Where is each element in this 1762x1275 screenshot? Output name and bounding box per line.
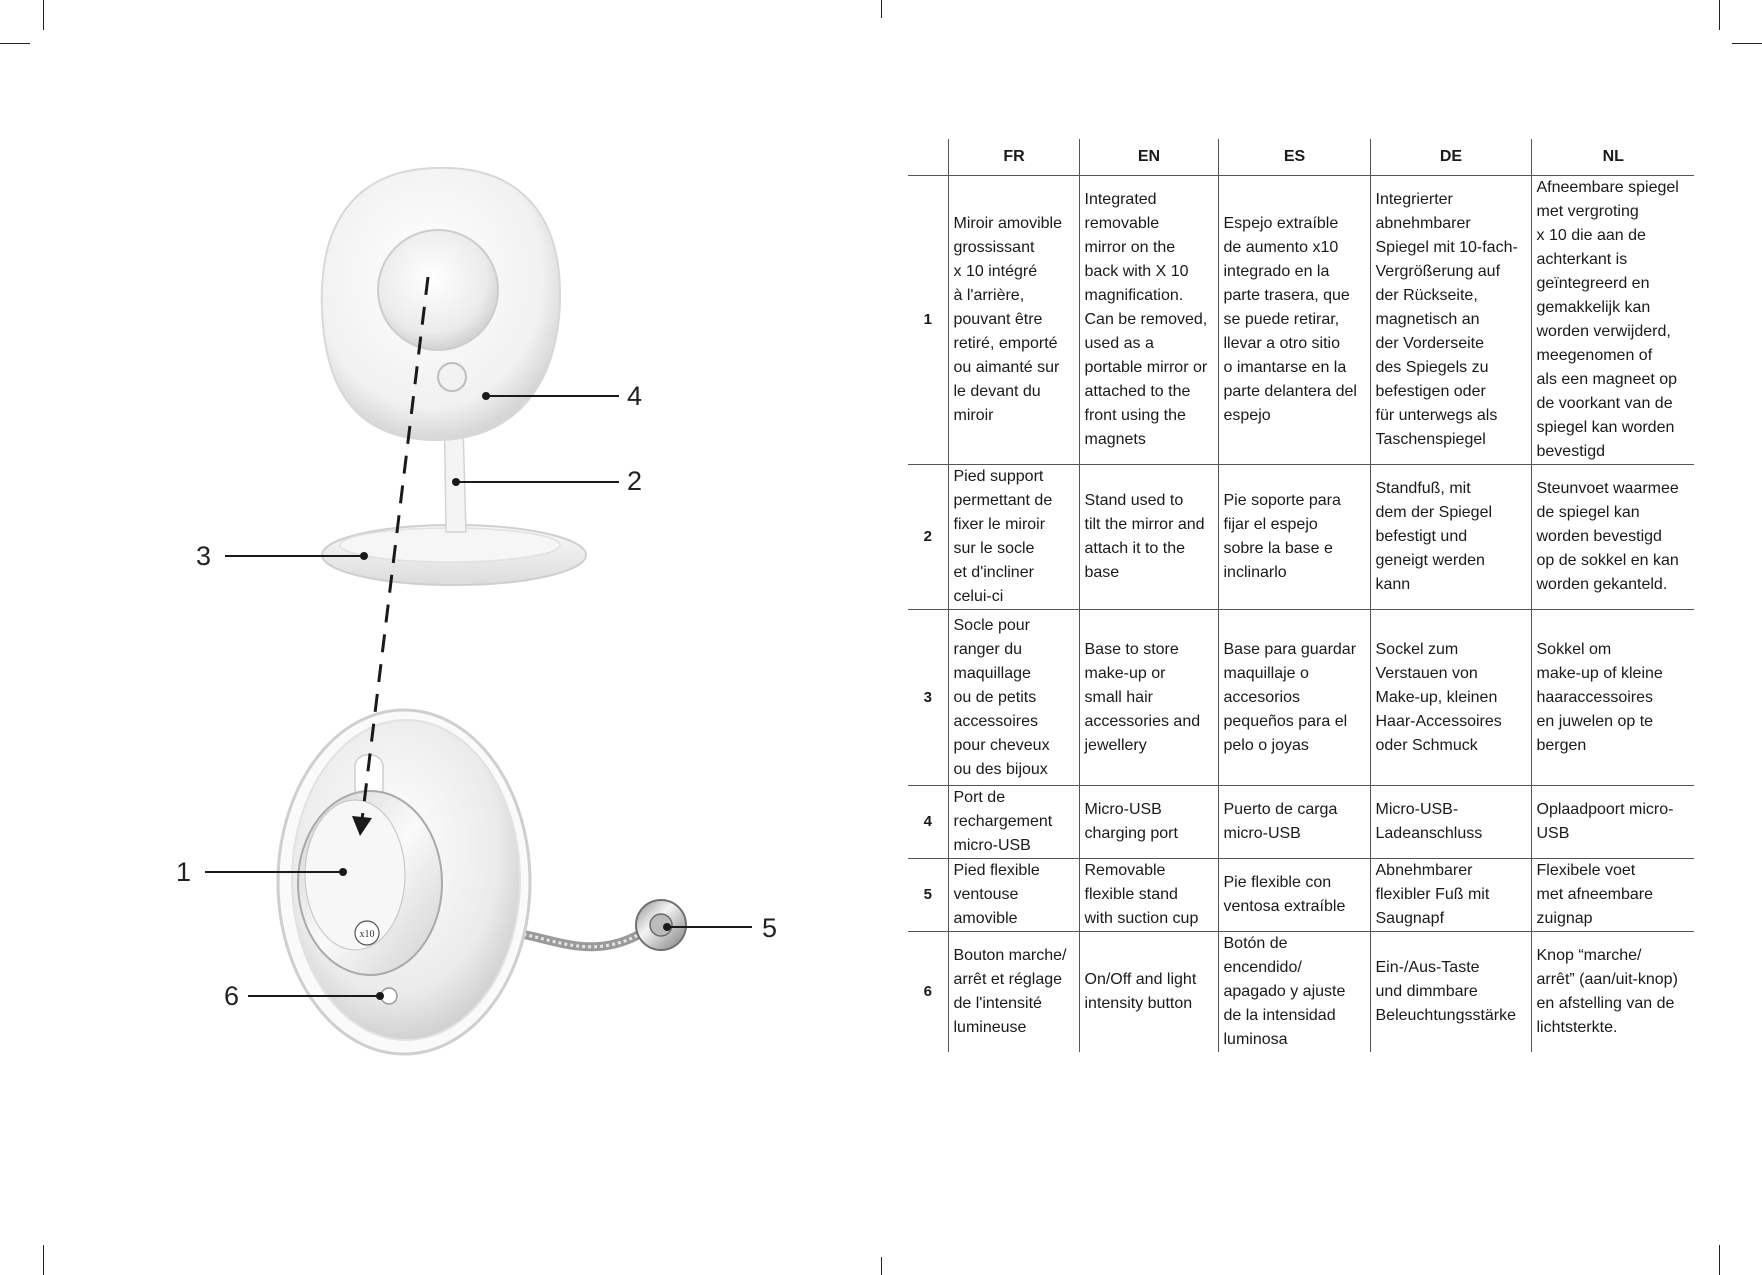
table-row	[908, 859, 1694, 932]
callout-6: 6	[224, 981, 240, 1011]
usb-joint	[438, 363, 466, 391]
table-row	[908, 786, 1694, 859]
cell-de: Abnehmbarer flexibler Fuß mit Saugnapf	[1370, 859, 1531, 932]
row-number: 1	[908, 176, 948, 465]
cell-fr: Miroir amovible grossissant x 10 intégré à l'arrière, pouvant être retiré, emporté ou aimanté sur le devant du miroir	[948, 176, 1079, 465]
cell-de: Ein-/Aus-Taste und dimmbare Beleuchtungsstärke	[1370, 932, 1531, 1053]
cell-es: Puerto de carga micro-USB	[1218, 786, 1370, 859]
table-row	[908, 932, 1694, 1053]
x10-badge-label: x10	[359, 929, 375, 940]
row-number: 3	[908, 610, 948, 786]
cell-nl: Flexibele voet met afneembare zuignap	[1531, 859, 1694, 932]
cell-fr: Port de rechargement micro-USB	[948, 786, 1079, 859]
row-number: 4	[908, 786, 948, 859]
cell-nl: Knop “marche/ arrêt” (aan/uit-knop) en afstelling van de lichtsterkte.	[1531, 932, 1694, 1053]
cell-fr: Pied flexible ventouse amovible	[948, 859, 1079, 932]
callout-1: 1	[176, 857, 192, 887]
cell-fr: Bouton marche/ arrêt et réglage de l'intensité lumineuse	[948, 932, 1079, 1053]
table-row	[908, 176, 1694, 465]
cell-en: On/Off and light intensity button	[1079, 932, 1218, 1053]
crop-mark	[1732, 43, 1762, 44]
cell-nl: Afneembare spiegel met vergroting x 10 die aan de achterkant is geïntegreerd en gemakkelijk kan worden verwijderd, meegenomen of als een magneet op de voorkant van de spiegel kan worden bevestigd	[1531, 176, 1694, 465]
header-cell-number	[908, 139, 948, 176]
cell-es: Espejo extraíble de aumento x10 integrado en la parte trasera, que se puede retirar, llevar a otro sitio o imantarse en la parte delantera del espejo	[1218, 176, 1370, 465]
header-cell-en: EN	[1079, 139, 1218, 176]
cell-de: Standfuß, mit dem der Spiegel befestigt und geneigt werden kann	[1370, 465, 1531, 610]
table-mirror-illustration	[322, 168, 586, 585]
flexible-mirror-illustration	[278, 710, 686, 1054]
row-number: 6	[923, 983, 932, 1000]
callout-5: 5	[762, 913, 778, 943]
row-number: 5	[908, 859, 948, 932]
cell-nl: Oplaadpoort micro- USB	[1531, 786, 1694, 859]
crop-mark	[1719, 1245, 1720, 1275]
crop-mark	[1719, 0, 1720, 30]
cell-de: Sockel zum Verstauen von Make-up, kleinen Haar-Accessoires oder Schmuck	[1370, 610, 1531, 786]
cell-de: Micro-USB- Ladeanschluss	[1370, 786, 1531, 859]
cell-es: Base para guardar maquillaje o accesorios pequeños para el pelo o joyas	[1218, 610, 1370, 786]
base-tray	[340, 528, 560, 562]
parts-table	[908, 139, 1694, 1052]
rear-magnifier-mirror	[378, 230, 498, 350]
cell-en: Removable flexible stand with suction cup	[1079, 859, 1218, 932]
cell-de: Integrierter abnehmbarer Spiegel mit 10-fach- Vergrößerung auf der Rückseite, magnetisch an der Vorderseite des Spiegels zu befestigen oder für unterwegs als Taschenspiegel	[1370, 176, 1531, 465]
cell-en: Base to store make-up or small hair accessories and jewellery	[1079, 610, 1218, 786]
cell-nl: Steunvoet waarmee de spiegel kan worden bevestigd op de sokkel en kan worden gekanteld.	[1531, 465, 1694, 610]
header-cell-nl: NL	[1531, 139, 1694, 176]
table-row	[908, 610, 1694, 786]
cell-fr: Pied support permettant de fixer le miroir sur le socle et d'incliner celui-ci	[948, 465, 1079, 610]
cell-es: Pie flexible con ventosa extraíble	[1218, 859, 1370, 932]
table-row	[908, 465, 1694, 610]
row-number: 2	[908, 465, 948, 610]
cell-en: Micro-USB charging port	[1079, 786, 1218, 859]
header-cell-de: DE	[1370, 139, 1531, 176]
cell-en: Integrated removable mirror on the back with X 10 magnification. Can be removed, used as a portable mirror or attached to the front using the magnets	[1079, 176, 1218, 465]
cell-es: Pie soporte para fijar el espejo sobre la base e inclinarlo	[1218, 465, 1370, 610]
cell-fr: Socle pour ranger du maquillage ou de petits accessoires pour cheveux ou des bijoux	[948, 610, 1079, 786]
cell-en: Stand used to tilt the mirror and attach it to the base	[1079, 465, 1218, 610]
header-cell-fr: FR	[948, 139, 1079, 176]
table-header-row	[908, 139, 1694, 176]
cell-es: Botón de encendido/ apagado y ajuste de la intensidad luminosa	[1218, 932, 1370, 1053]
callout-4: 4	[627, 381, 643, 411]
callout-3: 3	[196, 541, 212, 571]
cell-nl: Sokkel om make-up of kleine haaraccessoires en juwelen op te bergen	[1531, 610, 1694, 786]
callout-2: 2	[627, 466, 643, 496]
header-cell-es: ES	[1218, 139, 1370, 176]
